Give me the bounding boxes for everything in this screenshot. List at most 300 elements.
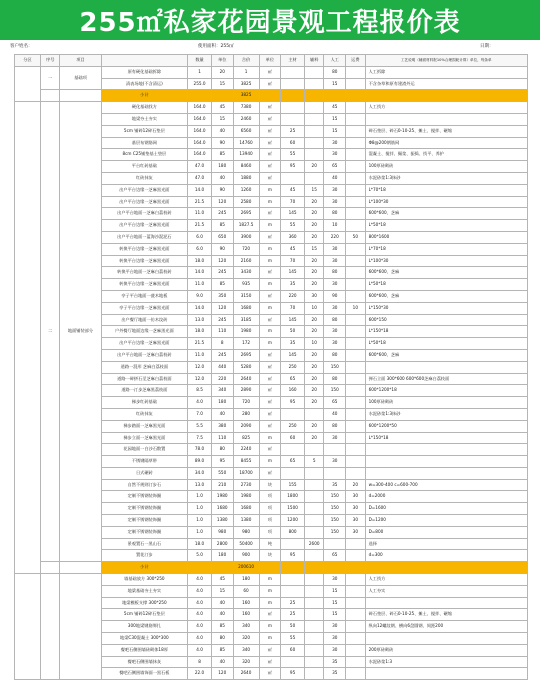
table-cell: 2640 [233,668,259,680]
table-cell: 1500 [281,503,305,515]
table-cell: 65 [281,456,305,468]
table-cell [365,633,527,645]
table-cell: 30 [324,644,346,656]
table-body [15,66,528,679]
table-cell: ㎡ [259,149,281,161]
table-cell: m [259,621,281,633]
table-cell [304,66,323,78]
table-cell: 22.0 [188,668,212,680]
table-cell: 20 [346,479,365,491]
table-cell: 15 [324,609,346,621]
table-cell: 95 [281,161,305,173]
table-cell: 30 [346,526,365,538]
table-cell: 80 [324,349,346,361]
table-cell: ㎡ [259,656,281,668]
table-cell [346,585,365,597]
table-cell: 95 [211,456,233,468]
table-cell: m [259,255,281,267]
table-cell: 245 [211,267,233,279]
table-cell: 1 [188,66,212,78]
table-cell: 项 [259,503,281,515]
table-cell: 2240 [233,444,259,456]
table-cell: 红砖抹灰 [101,408,188,420]
table-cell: 60 [281,644,305,656]
table-cell: ㎡ [259,361,281,373]
table-cell: 3430 [233,267,259,279]
table-cell: L*70*18 [365,184,527,196]
table-cell: 35 [281,338,305,350]
table-cell: 8 [211,338,233,350]
table-cell: D=1200 [365,515,527,527]
table-cell: 300地梁钢筋绑扎 [101,621,188,633]
table-cell: 出户平台边缘一芝麻黑光面 [101,196,188,208]
table-cell: 150 [324,361,346,373]
table-cell [211,562,233,574]
table-cell: 6.0 [188,231,212,243]
table-cell: 纵向12螺纹钢、横向6盘圆钢、间距200 [365,621,527,633]
table-cell [304,668,323,680]
table-cell [346,184,365,196]
table-cell: 30 [324,137,346,149]
table-cell: L*50*18 [365,338,527,350]
table-cell: 4.0 [188,585,212,597]
table-cell: 145 [281,208,305,220]
table-cell: 11.0 [188,279,212,291]
table-cell: 80 [211,444,233,456]
table-cell [346,456,365,468]
table-cell: 2460 [233,113,259,125]
table-cell [346,208,365,220]
table-cell [346,597,365,609]
table-cell: 13940 [233,149,259,161]
table-cell [304,172,323,184]
table-cell: 80 [324,208,346,220]
table-cell: 定制不锈钢装饰圈 [101,491,188,503]
table-cell: 360 [281,231,305,243]
table-cell: 20 [304,220,323,232]
table-cell: 15 [324,585,346,597]
table-cell: 20 [304,314,323,326]
table-cell: 200厚砖砌砖 [365,644,527,656]
zone-cell [15,574,41,680]
table-cell: 梯步立面一芝麻黑光面 [101,432,188,444]
table-cell: 280 [233,408,259,420]
table-cell: 40 [324,408,346,420]
table-cell [304,137,323,149]
subtotal-label: 小计 [101,90,188,102]
table-cell [304,550,323,562]
table-cell: 项 [259,491,281,503]
table-cell: 160 [233,597,259,609]
table-cell: 340 [211,385,233,397]
table-cell: 120 [211,255,233,267]
table-cell: 7.0 [188,408,212,420]
table-cell [304,479,323,491]
column-header: 项目 [60,55,101,67]
subtotal-row [15,90,528,102]
table-cell [324,444,346,456]
table-cell: m [259,338,281,350]
table-cell: m [259,574,281,586]
table-cell: 80 [324,420,346,432]
table-cell: 40 [211,597,233,609]
table-cell: 1200 [281,515,305,527]
table-cell: 20 [304,279,323,291]
table-cell [346,255,365,267]
table-cell: 120 [211,196,233,208]
table-cell: 餐吧石侧围墙抹灰 [101,656,188,668]
table-cell: 弹石立面 300*600 600*600芝麻白荔枝面 [365,373,527,385]
table-cell [365,90,527,102]
table-cell: 150 [324,526,346,538]
table-cell: 320 [233,656,259,668]
table-cell: 80 [324,373,346,385]
table-cell: 4.0 [188,609,212,621]
table-cell: 日式碾砖 [101,467,188,479]
table-cell: 145 [281,314,305,326]
table-cell: 164.0 [188,125,212,137]
table-cell: 墙基础放方 300*250 [101,574,188,586]
table-cell: 项 [259,515,281,527]
table-cell: 340 [233,621,259,633]
table-cell: 6560 [233,125,259,137]
table-cell [304,503,323,515]
table-cell: 出户平台地面一蓝海沙混泥石 [101,231,188,243]
table-cell: 红砖抹灰 [101,172,188,184]
table-cell: m [259,196,281,208]
column-header: 分区 [15,55,41,67]
table-cell: 800*1600 [365,231,527,243]
table-cell: 18.0 [188,538,212,550]
table-cell: 220 [211,373,233,385]
subtotal-value: 200610 [233,562,259,574]
table-cell [346,90,365,102]
table-cell: 78.0 [188,444,212,456]
table-cell [304,125,323,137]
table-cell: ㎡ [259,208,281,220]
table-cell [346,633,365,645]
table-cell: 15 [324,113,346,125]
section-name [60,574,101,680]
table-cell [304,113,323,125]
table-cell: 60 [233,585,259,597]
table-cell: 25 [281,609,305,621]
table-cell: 人工夯实 [365,585,527,597]
subtotal-label: 小计 [101,562,188,574]
table-cell: 转换平台地面一芝麻白荔枝砖 [101,267,188,279]
table-cell: m [259,456,281,468]
table-cell: 60 [281,432,305,444]
table-cell: 8455 [233,456,259,468]
table-cell: 3185 [233,314,259,326]
table-cell [365,597,527,609]
table-cell: 980 [211,526,233,538]
table-cell: 600*600、芝麻 [365,349,527,361]
table-cell: 1980 [211,491,233,503]
table-cell: 2695 [233,349,259,361]
table-cell: 30 [324,243,346,255]
table-cell [281,90,305,102]
table-cell: 14760 [233,137,259,149]
table-cell: 亭子平台边缘一芝麻黑光面 [101,302,188,314]
table-cell: m [259,220,281,232]
table-cell: ㎡ [259,373,281,385]
table-cell: 5.0 [188,550,212,562]
table-cell: 720 [233,243,259,255]
table-cell: 2580 [233,196,259,208]
table-cell: d=300 [365,550,527,562]
column-header: 主材 [281,55,305,67]
table-cell: 15 [324,125,346,137]
table-cell: ㎡ [259,137,281,149]
table-cell [304,78,323,90]
table-cell: 180 [233,574,259,586]
table-cell: 160 [233,609,259,621]
table-cell: 道路一汀步芝麻黑荔枝面 [101,385,188,397]
table-cell [259,562,281,574]
table-cell: 20 [304,397,323,409]
table-cell: 1680 [233,302,259,314]
table-cell [346,314,365,326]
table-cell: D=1600 [365,503,527,515]
table-cell: 5cm 铺碎12碎石垫层 [101,125,188,137]
table-cell: 34.0 [188,467,212,479]
table-cell: 水泥砂浆1:3 [365,656,527,668]
table-cell: 35 [324,656,346,668]
table-cell: 1.0 [188,503,212,515]
table-cell: 180 [211,161,233,173]
table-cell: 5.5 [188,420,212,432]
table-cell [304,444,323,456]
table-cell: 30 [346,515,365,527]
table-cell [346,279,365,291]
table-cell: m [259,633,281,645]
column-header: 合价 [233,55,259,67]
table-cell [40,90,59,102]
table-cell: 245 [211,314,233,326]
table-cell: 40 [211,172,233,184]
table-cell: L*100*30 [365,196,527,208]
table-cell: 21.5 [188,220,212,232]
title-banner [0,0,540,40]
table-cell [365,467,527,479]
table-cell: 825 [233,432,259,444]
table-cell: 150 [324,491,346,503]
table-cell: 定制不锈钢装饰圈 [101,526,188,538]
table-cell [346,102,365,114]
table-cell: ㎡ [259,349,281,361]
table-cell: 440 [211,361,233,373]
table-cell [346,574,365,586]
table-cell: ㎡ [259,644,281,656]
table-cell: 172 [233,338,259,350]
table-row [15,102,528,114]
table-cell: m [259,597,281,609]
table-cell: 180 [211,397,233,409]
table-cell [304,597,323,609]
table-cell: 1.0 [188,491,212,503]
table-cell: ㎡ [259,397,281,409]
table-cell [281,78,305,90]
table-cell: 10 [324,220,346,232]
table-cell: 吨 [259,538,281,550]
table-cell [324,467,346,479]
table-cell: 600*1200*18 [365,385,527,397]
subtotal-value: 3825 [233,90,259,102]
table-cell: 餐吧石侧围墙饰面一黑石板 [101,668,188,680]
table-cell: 出户平台地面一芝麻白荔枝砖 [101,208,188,220]
table-cell: ㎡ [259,408,281,420]
column-header: 工艺说明（辅面材料报10%合理损耗计算）单位，每条单 [365,55,527,67]
section-number [40,574,59,680]
table-cell: 5280 [233,361,259,373]
table-cell: 220 [324,231,346,243]
table-cell: 255.0 [188,78,212,90]
table-cell: 碎石垫层、碎石0-10-25、摊土、搅拌、碾缩 [365,609,527,621]
table-cell: 145 [281,267,305,279]
table-cell: 地梁模板支撑 300*250 [101,597,188,609]
table-cell: 2695 [233,208,259,220]
table-cell [259,90,281,102]
table-cell: 3900 [233,231,259,243]
section-number: 二 [40,102,59,562]
table-cell: 定制不锈钢装饰圈 [101,503,188,515]
table-cell: 12.0 [188,361,212,373]
table-cell: 2600 [304,538,323,550]
table-cell: 250 [281,420,305,432]
table-cell: 10 [346,302,365,314]
table-cell: 30 [324,326,346,338]
table-cell: L*50*18 [365,220,527,232]
table-cell: 不含杂草和原有建渣外运 [365,78,527,90]
table-cell [346,656,365,668]
table-cell [40,562,59,574]
table-cell [281,102,305,114]
table-cell: 80 [324,267,346,279]
table-cell [346,397,365,409]
table-cell: 梯步踏面一芝麻黑光面 [101,420,188,432]
table-cell [211,90,233,102]
table-cell: m [259,184,281,196]
table-cell [304,574,323,586]
table-cell [346,621,365,633]
table-cell: 30 [324,149,346,161]
table-cell: 89.0 [188,456,212,468]
table-cell: m [259,326,281,338]
table-cell: L*150*18 [365,432,527,444]
table-cell: 8460 [233,161,259,173]
table-cell: 110 [211,432,233,444]
table-cell: 45 [281,243,305,255]
table-cell: 20 [304,420,323,432]
column-header: 序号 [40,55,59,67]
table-cell: 20 [304,432,323,444]
table-cell: ㎡ [259,125,281,137]
table-cell [304,609,323,621]
table-cell: 600*600、芝麻 [365,290,527,302]
table-cell: 14.0 [188,184,212,196]
table-cell: 13.0 [188,314,212,326]
table-cell: 15 [324,78,346,90]
table-cell [365,456,527,468]
table-cell: w=300-400 c=600-700 [365,479,527,491]
table-cell: 30 [324,255,346,267]
column-header: 运费 [346,55,365,67]
table-cell: ㎡ [259,668,281,680]
table-cell [346,420,365,432]
table-cell: 12.0 [188,373,212,385]
table-cell: 35 [324,668,346,680]
table-cell: 935 [233,279,259,291]
column-header: 辅料 [304,55,323,67]
table-cell: 85 [211,621,233,633]
table-cell [346,125,365,137]
table-cell: 80 [324,66,346,78]
table-cell: 梯步红砖基础 [101,397,188,409]
table-cell [346,78,365,90]
table-cell [281,444,305,456]
table-cell: 90 [211,184,233,196]
table-cell [281,538,305,550]
table-cell: ㎡ [259,267,281,279]
table-cell: 47.0 [188,172,212,184]
table-cell [346,550,365,562]
table-cell: 95 [281,397,305,409]
table-cell: 20 [304,267,323,279]
table-cell: 40 [211,656,233,668]
table-cell: 15 [211,585,233,597]
table-cell [304,526,323,538]
table-cell: 项 [259,526,281,538]
table-cell: 95 [281,668,305,680]
header-row [15,55,528,67]
table-cell: 900 [233,550,259,562]
table-cell: 7.5 [188,432,212,444]
table-cell: 600*600、芝麻 [365,208,527,220]
table-cell: 35 [281,279,305,291]
table-cell: 1880 [233,172,259,184]
section-name: 基础项 [60,66,101,90]
table-cell [346,338,365,350]
table-cell: 1680 [211,503,233,515]
table-cell: 30 [346,503,365,515]
table-cell: L*100*30 [365,255,527,267]
table-cell [60,562,101,574]
table-cell: 340 [233,644,259,656]
table-cell: 110 [211,326,233,338]
table-cell: 1800 [281,491,305,503]
table-cell: m [259,432,281,444]
table-cell: 55 [281,633,305,645]
table-cell [281,172,305,184]
table-cell [304,644,323,656]
table-cell: 4.0 [188,597,212,609]
table-cell: 90 [324,290,346,302]
table-cell: 地梁基础夯土夯实 [101,585,188,597]
table-cell: ㎡ [259,444,281,456]
table-cell: m [259,585,281,597]
zone-cell [15,102,41,574]
table-cell: 90 [211,137,233,149]
table-cell: 亭子平台地面一菠木地板 [101,290,188,302]
table-cell: 47.0 [188,161,212,173]
table-cell: 15 [304,243,323,255]
table-cell: m [259,302,281,314]
table-cell: 20 [304,208,323,220]
table-cell: 160 [281,385,305,397]
table-cell: 不锈钢隔草带 [101,456,188,468]
column-header: 人工 [324,55,346,67]
